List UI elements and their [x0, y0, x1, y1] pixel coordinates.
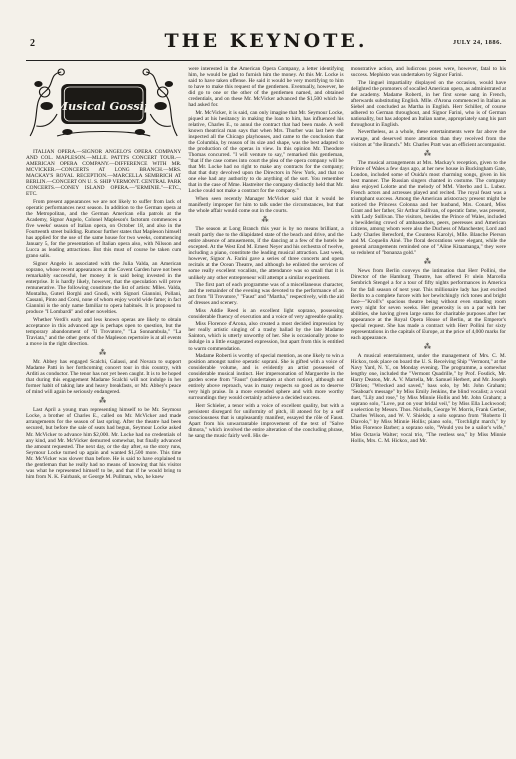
paragraph: Nevertheless, as a whole, these entertainments were far above the average, and deserved more attention than they received from the visitors at "the Branch." Mr. Charles Pratt was an efficient accompanist. — [350, 129, 506, 148]
section-separator: ⁂ — [423, 342, 433, 351]
paragraph: When seen recently Manager McVicker said that it would be manifestly improper for him to talk under the circumstances, but that the whole affair would come out in the courts. — [188, 195, 344, 215]
section-separator: ⁂ — [423, 149, 433, 158]
article-columns — [26, 66, 506, 745]
column-2 — [188, 66, 343, 745]
column-3 — [351, 66, 506, 745]
paragraph: Whether Verdi's early and less known operas are likely to obtain acceptance in this advanced age is perhaps open to question, but the temporary abandonment of "Il Trovatore," "La Sonnambula," "La Traviata," and the other gems of the Mapleson repertoire is at all events a move in the right direction. — [26, 316, 182, 347]
section-separator: ⁂ — [423, 258, 433, 267]
header-rule — [26, 60, 506, 61]
paragraph: Miss Addie Reed is an excellent light soprano, possessing considerable fluency of execution and a voice of very agreeable quality. — [188, 307, 344, 320]
paragraph: The musical arrangements at Mrs. Mackay's reception, given to the Prince of Wales a few days ago, at her new house in Buckingham Gate, London, included some of Ouida's most charming songs, given in his best manner. The Russian singers chanted in costume. The company also enjoyed Lolotte and the melody of MM. Viterbo and L. Lubez. French actors and actresses played and recited. The royal feast was a triumphant success. Among the American aristocracy present might be noticed the Princess Colonna and her husband, Mrs. Conard, Miss Grant and her father, Sir Arthur Sullivan, of operatic fame, was present, with Lady Sullivan. The visitors, besides the Prince of Wales, included a bewildering crowd of ambassadors, peers, peeresses and American citizens, among whom were also the Duchess of Manchester, Lord and Lady Charles Beresford, the Countess Karolyi, Mlle. Blanche Pierson and M. Coquelin Ainé. The floral decorations were elegant, while the general arrangements reminded one of "Aline Kitaamanga," they were so redolent of "bonanza gold." — [350, 159, 506, 257]
paragraph: Miss Florence d'Arona, also created a most decided impression by her really artistic singing of a trashy ballad by the late Madame Sainton, which is utterly unworthy of her. She is occasionally prone to indulge in a little exaggerated expression, but apart from this is entitled to warm commendation. — [188, 321, 344, 352]
paragraph: A musical entertainment, under the management of Mrs. C. M. Hickox, took place on board the U. S. Receiving Ship "Vermont," at the Navy Yard, N. Y., on Monday evening. The programme, a somewhat lengthy one, included the "Vermont Quadrille," by Prof. Fosdick, Mr. Harry Deaton, Mr. A. V. Martella, Mr. Samuel Herbert, and Mr. Joseph O'Brien; "Wrecked and saved," bass solo, by Mr. John Graham; "Seaboat's message" by Miss Emily Jenkins, the blind vocalist; a vocal duet, "Lily and rose," by Miss Minnie Hollis and Mr. John Graham; a soprano solo, "Love, put on your bridal veil," by Miss Ella Lockwood; a selection by Messrs. Thos. Nicholls, George W. Morris, Frank Gerber, Charles Wilson, and W. V. Shields; a solo soprano from "Roberto Il Diavolo," by Miss Minnie Hollis; piano solo, "Torchlight march," by Miss Florence Barber; a soprano solo, "Would you be a sailor's wife," Miss Octavia Walter; vocal trio, "The restless sea," by Miss Minnie Hollis, Mrs. C. M. Hickox, and Mr. — [350, 352, 506, 444]
banner-text: Musical Gossip — [55, 99, 152, 113]
paragraph: Herr Schieler, a tenor with a voice of excellent quality, but with a persistent disregard for uniformity of pitch, ill atoned for by a self consciousness that is unpleasantly manifest, essayed the rôle of Faust. Apart from his unwarrantable improvement of the text of "Salve dimora," which involved the entire alteration of the concluding phrase, he sang the music fairly well. His de- — [188, 402, 344, 440]
paragraph: Madame Roberti is worthy of special mention, as one likely to win a position amongst native operatic soprani. She is gifted with a voice of considerable volume, and is evidently an artist possessed of considerable musical instinct. Her impersonation of Marguerite in the garden scene from "Faust" (undertaken at short notice), although not entirely above reproach, was in many respects so good as to deserve very high praise. In a more extended sphere and with more worthy surroundings they would certainly achieve a decided success. — [188, 353, 344, 402]
paragraph: monstrative action, and ludicrous poses were, however, fatal to his success. Mephisto was undertaken by Signor Farini. — [350, 66, 506, 79]
paragraph: The linguel impartiality displayed on the occasion, would have delighted the promoters of socalled American opera, as administrated at the academy. Madame Roberti, in her first scene sang in French, afterwards substituting English. Mlle. d'Arona commenced in Italian as Siebel and concluded as Martha in English. Herr Schiller, of course adhered to German throughout, and Signor Farini, who is of German nationality, but has adopted an Italian name, appropriately sang his part throughout in English. — [350, 79, 506, 128]
paragraph: Last April a young man representing himself to be Mr. Seymour Locke, a brother of Charles E., called on Mr. McVicker and made arrangements for the season of last spring. After the theatre had been secured, but before the sale of seats had begun, Seymour Locke asked Mr. McVicker to advance him $2,000. Mr. Locke had no credentials of any kind, and Mr. McVicker demurred somewhat, but finally advanced the amount requested. The next day, or the day after, so the story runs, Seymour Locke turned up again and wanted $1,500 more. This time Mr. McVicker was slower than before. He is said to have explained to the gentleman that he really had no means of knowing that his visitor was what he represented himself to be, and that if he would bring to him from N. K. Fairbank, or George M. Pullman, who, he knew — [26, 407, 182, 480]
paragraph: Mr. Abbey has engaged Scalchi, Galassi, and Novara to support Madame Patti in her forthcoming concert tour in this country, with Arditi as conductor. The tenor has not yet been caught. It is to be hoped that during this engagement Madame Scalchi will not indulge in her former habit of taking late and heavy breakfasts, or Mr. Abbey's peace of mind will again be seriously endangered. — [26, 359, 182, 396]
paragraph: The season at Long Branch this year is by no means brilliant, a result partly due to the dilapidated state of the beach and drive, and the entire absence of amusements, if the dancing at a few of the hotels be excepted. At the West End M. Ernest Neyer and his orchestra of twelve, including a piano, constitute the leading musical attraction. Last week, however, Signor A. Farini gave a series of three concerts and opera recitals at the Ocean Theatre, and although he enlisted the services of some really excellent vocalists, the attendance was so small that it is unlikely any other entrepreneur will attempt a similar experiment. — [188, 226, 344, 281]
paragraph: were interested in the American Opera Company, a letter identifying him, he would be glad to furnish him the money. At this Mr. Locke is said to have taken offense. He said it would be very mortifying to him to have to make this request of the gentlemen. Eventually, however, he did go to one or the other of the gentlemen named, and obtained credentials, and on these Mr. McVicker advanced the $1,500 which he had asked for. — [188, 66, 344, 109]
masthead-title: THE KEYNOTE. — [164, 30, 368, 52]
paragraph: From present appearances we are not likely to suffer from lack of operatic performances next season. In addition to the German opera at the Metropolitan, and the German American ella patrols at the Academy, Signor Angelo, Colonel Mapleson's factotum commences a five weeks' season of Italian opera, on October 18, and also in the Fourteenth street building. Rumour further states that Mapleson himself has applied for the use of the same house for two weeks, commencing January 5, for the presentation of Italian opera also, with Nilsson and Lucca as leading attractions. But this must of course be taken cum grano salis. — [26, 198, 182, 260]
musical-gossip-banner — [26, 66, 181, 142]
issue-date: JULY 24, 1886. — [452, 39, 502, 46]
section-separator: ⁂ — [99, 397, 109, 406]
paragraph: The first part of each programme was of a miscellaneous character, and the remainder of the evening was devoted to the performance of an act from "Il Trovatore," "Faust" and "Martha," respectively, with the aid of dresses and scenery. — [188, 282, 344, 307]
column-1 — [26, 66, 181, 745]
section-separator: ⁂ — [99, 349, 109, 358]
section-separator: ⁂ — [261, 216, 271, 225]
paragraph: Mr. McVicker, it is said, can only imagine that Mr. Seymour Locke, piqued at his hesitancy in making the loan to him, has influenced his relative, Charles E., to annul the contract that had been made. A well known theatrical man says that when Mrs. Thurber was last here she inspected all the Chicago playhouses, and came to the conclusion that the Columbia, by reason of its size and shape, was the best adapted to the production of the operas in view. In this opinion Mr. Theodore Thomas concurred. "I will venture to say," remarked this gentleman, "that if the case comes into court the plea of the opera company will be that Mr. Locke had no right to make any contracts for the company; that that duty devolved upon the Directors in New York, and that no one else had any authority to do anything of the sort. You remember that in the case of Mme. Hastreiter the company distinctly held that Mr. Locke could not make a contract for the company." — [188, 109, 344, 195]
page-number: 2 — [30, 38, 35, 49]
paragraph: Signor Angelo is associated with the Julia Valda, an American soprano, whose recent appearances at the Covent Garden have not been remarkably successful, her money it is said being invested in the enterprise. It is hardly likely, however, that the speculation will prove remunerative. The following constitute the list of artists: Mlles. Valda, Montalba, Guteri Borghi and Gnodi, with Signori Giannini, Pollani, Cassani, Pinto and Corsi, none of whom enjoy world wide fame; in fact Giannini is the only name familiar to opera habitués. It is proposed to produce "I Lombardi" and other novelties. — [26, 260, 182, 316]
page-header — [26, 30, 506, 58]
paragraph: News from Berlin conveys the intimation that Herr Pollini, the Director of the Hamburg Theatre, has offered Fr ulein Marcella Sembrich Stengel a for a tour of fifty nights performances in America for the fall season of next year. This millionaire lady has just excited Berlin to a complete furore with her bewitchingly rich tones and bright face—"Kroll's" spacious theatre being without even standing room every night for seven weeks. Her generosity is on a par with her abilities, she having given large sums for charitable purposes after her appearance at the Royal Opera House of Berlin, at the Emperor's special request. She has made a contract with Herr Pollini for sixty representations in the capitals of Europe, at the price of 4,000 marks for each appearance. — [350, 268, 506, 341]
subheading: ITALIAN OPERA.—SIGNOR ANGELO'S OPERA COMPANY AND COL. MAPLESON.—MLLE. PATTI'S CONCERT TOUR.—AMERICAN OPERA COMPANY.—DIFFERENCE WITH MR. MCVICKER.—CONCERTS AT LONG BRANCH.—MRS. MACKAY'S ROYAL RECEPTION.—MARCELLA SEMBRICH AT BERLIN.—CONCERT ON U. S. SHIP VERMONT. CENTRAL PARK CONCERTS.—CONEY ISLAND OPERA.—"ERMINIE."—ETC., ETC. — [26, 149, 182, 198]
